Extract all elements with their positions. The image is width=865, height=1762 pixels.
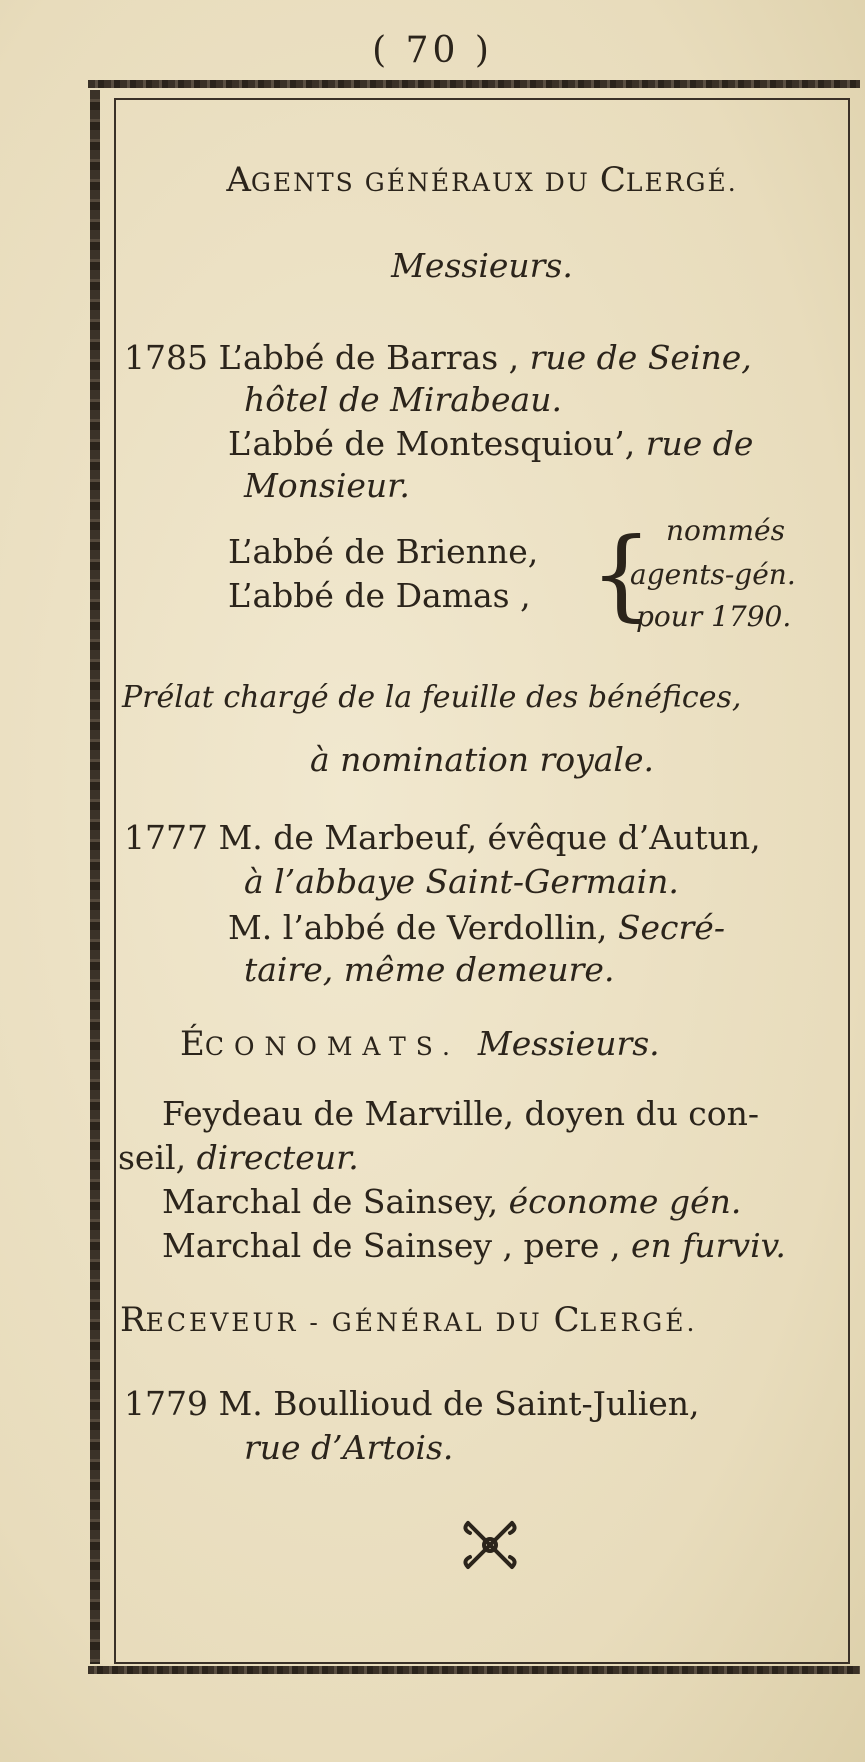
entry-montesquiou <box>228 424 753 463</box>
economats-heading: ÉCONOMATS. Messieurs. <box>180 1024 660 1064</box>
entry-address: rue de <box>645 424 754 463</box>
top-rule <box>88 80 860 88</box>
entry-marchal-1: Marchal de Sainsey, économe gén. <box>162 1182 742 1221</box>
agents-subheading: Messieurs. <box>391 246 573 285</box>
entry-feydeau-1: Feydeau de Marville, doyen du con- <box>162 1094 760 1133</box>
entry-marchal-2: Marchal de Sainsey , pere , en furviv. <box>162 1226 786 1265</box>
note-line-3: pour 1790. <box>636 600 792 633</box>
left-border-bar <box>90 90 100 1664</box>
prelat-heading-1: Prélat chargé de la feuille des bénéfices, <box>122 680 742 715</box>
entry-year: 1785 <box>124 338 208 377</box>
entry-year: 1779 <box>124 1384 208 1423</box>
entry-verdollin <box>228 908 725 947</box>
entry-year: 1777 <box>124 818 208 857</box>
entry-barras-address2: hôtel de Mirabeau. <box>244 380 562 419</box>
note-line-2: agents-gén. <box>630 558 796 591</box>
entry-damas: L’abbé de Damas , <box>228 576 531 615</box>
entry-marbeuf <box>124 818 761 857</box>
agents-heading: AGENTS GÉNÉRAUX DU CLERGÉ. <box>226 160 738 200</box>
entry-boullioud-address: rue d’Artois. <box>244 1428 454 1467</box>
entry-name: L’abbé de Barras , <box>218 338 530 377</box>
entry-name: M. de Marbeuf, évêque d’Autun, <box>218 818 761 857</box>
entry-barras <box>124 338 752 377</box>
ornament-cross-icon <box>458 1515 522 1575</box>
entry-address: rue de Seine, <box>529 338 752 377</box>
entry-name: M. l’abbé de Verdollin, <box>228 908 618 947</box>
entry-feydeau-2: seil, directeur. <box>118 1138 359 1177</box>
entry-boullioud <box>124 1384 700 1423</box>
brace-glyph: { <box>590 518 653 632</box>
entry-verdollin-role2: taire, même demeure. <box>244 950 615 989</box>
entry-name: L’abbé de Montesquiou’, <box>228 424 646 463</box>
receveur-heading: RECEVEUR - GÉNÉRAL DU CLERGÉ. <box>120 1300 698 1340</box>
entry-name: M. Boullioud de Saint-Julien, <box>218 1384 700 1423</box>
bottom-rule <box>88 1666 860 1674</box>
prelat-heading-2: à nomination royale. <box>309 740 655 779</box>
entry-montesquiou-address2: Monsieur. <box>244 466 410 505</box>
page-number: ( 70 ) <box>372 30 493 71</box>
entry-role: Secré- <box>617 908 725 947</box>
entry-marbeuf-address: à l’abbaye Saint-Germain. <box>244 862 679 901</box>
entry-brienne: L’abbé de Brienne, <box>228 532 539 571</box>
note-line-1: nommés <box>666 514 785 547</box>
